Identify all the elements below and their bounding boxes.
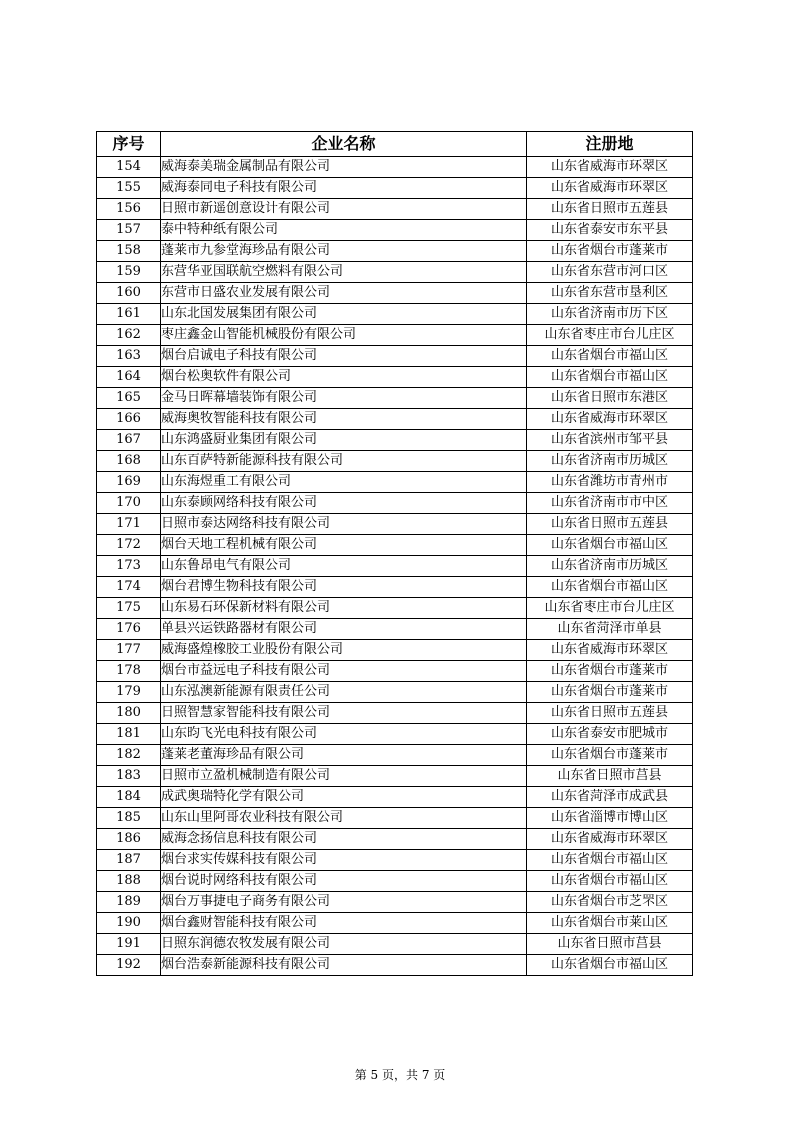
row-company-name: 烟台浩泰新能源科技有限公司 xyxy=(161,955,527,976)
table-row xyxy=(97,472,693,493)
header-registered-location: 注册地 xyxy=(527,132,693,157)
row-registered-location: 山东省烟台市福山区 xyxy=(527,346,693,367)
page-number: 第 5 页，共 7 页 xyxy=(354,1068,446,1082)
row-company-name: 日照市泰达网络科技有限公司 xyxy=(161,514,527,535)
table-row xyxy=(97,871,693,892)
row-seq: 171 xyxy=(97,514,161,535)
table-row xyxy=(97,955,693,976)
row-company-name: 蓬莱市九参堂海珍品有限公司 xyxy=(161,241,527,262)
row-company-name: 山东山里阿哥农业科技有限公司 xyxy=(161,808,527,829)
row-company-name: 泰中特种纸有限公司 xyxy=(161,220,527,241)
row-company-name: 威海盛煌橡胶工业股份有限公司 xyxy=(161,640,527,661)
row-company-name: 日照市新遥创意设计有限公司 xyxy=(161,199,527,220)
row-seq: 180 xyxy=(97,703,161,724)
table-row xyxy=(97,913,693,934)
row-company-name: 山东泓澳新能源有限责任公司 xyxy=(161,682,527,703)
row-company-name: 东营市日盛农业发展有限公司 xyxy=(161,283,527,304)
row-seq: 191 xyxy=(97,934,161,955)
row-registered-location: 山东省枣庄市台儿庄区 xyxy=(527,598,693,619)
table-row xyxy=(97,724,693,745)
row-company-name: 山东鸿盛厨业集团有限公司 xyxy=(161,430,527,451)
row-registered-location: 山东省东营市河口区 xyxy=(527,262,693,283)
row-seq: 187 xyxy=(97,850,161,871)
table-row xyxy=(97,514,693,535)
row-registered-location: 山东省潍坊市青州市 xyxy=(527,472,693,493)
header-seq: 序号 xyxy=(97,132,161,157)
row-company-name: 烟台说时网络科技有限公司 xyxy=(161,871,527,892)
table-row xyxy=(97,367,693,388)
row-registered-location: 山东省烟台市蓬莱市 xyxy=(527,661,693,682)
row-registered-location: 山东省威海市环翠区 xyxy=(527,829,693,850)
table-row xyxy=(97,325,693,346)
row-seq: 166 xyxy=(97,409,161,430)
table-row xyxy=(97,808,693,829)
row-registered-location: 山东省日照市五莲县 xyxy=(527,199,693,220)
table-row xyxy=(97,535,693,556)
row-registered-location: 山东省威海市环翠区 xyxy=(527,640,693,661)
row-company-name: 烟台求实传媒科技有限公司 xyxy=(161,850,527,871)
row-seq: 184 xyxy=(97,787,161,808)
table-row xyxy=(97,430,693,451)
row-company-name: 日照市立盈机械制造有限公司 xyxy=(161,766,527,787)
row-registered-location: 山东省烟台市福山区 xyxy=(527,955,693,976)
table-row xyxy=(97,682,693,703)
row-company-name: 威海奥牧智能科技有限公司 xyxy=(161,409,527,430)
row-company-name: 威海念扬信息科技有限公司 xyxy=(161,829,527,850)
table-row xyxy=(97,304,693,325)
row-company-name: 威海泰同电子科技有限公司 xyxy=(161,178,527,199)
row-registered-location: 山东省烟台市福山区 xyxy=(527,367,693,388)
row-registered-location: 山东省济南市市中区 xyxy=(527,493,693,514)
table-row xyxy=(97,766,693,787)
row-seq: 178 xyxy=(97,661,161,682)
table-row xyxy=(97,388,693,409)
table-row xyxy=(97,892,693,913)
row-registered-location: 山东省烟台市福山区 xyxy=(527,535,693,556)
row-registered-location: 山东省济南市历下区 xyxy=(527,304,693,325)
table-row xyxy=(97,199,693,220)
row-seq: 175 xyxy=(97,598,161,619)
table-row xyxy=(97,262,693,283)
row-seq: 157 xyxy=(97,220,161,241)
row-registered-location: 山东省威海市环翠区 xyxy=(527,178,693,199)
row-company-name: 烟台松奥软件有限公司 xyxy=(161,367,527,388)
table-row xyxy=(97,703,693,724)
table-row xyxy=(97,787,693,808)
row-registered-location: 山东省日照市东港区 xyxy=(527,388,693,409)
row-registered-location: 山东省烟台市莱山区 xyxy=(527,913,693,934)
row-seq: 155 xyxy=(97,178,161,199)
table-row xyxy=(97,934,693,955)
row-company-name: 烟台万事捷电子商务有限公司 xyxy=(161,892,527,913)
row-seq: 182 xyxy=(97,745,161,766)
table-row xyxy=(97,661,693,682)
row-registered-location: 山东省菏泽市单县 xyxy=(527,619,693,640)
row-registered-location: 山东省济南市历城区 xyxy=(527,451,693,472)
row-registered-location: 山东省威海市环翠区 xyxy=(527,409,693,430)
row-seq: 183 xyxy=(97,766,161,787)
row-company-name: 山东泰顾网络科技有限公司 xyxy=(161,493,527,514)
table-row xyxy=(97,157,693,178)
row-seq: 164 xyxy=(97,367,161,388)
row-seq: 173 xyxy=(97,556,161,577)
row-registered-location: 山东省东营市垦利区 xyxy=(527,283,693,304)
table-row xyxy=(97,577,693,598)
row-seq: 154 xyxy=(97,157,161,178)
row-seq: 177 xyxy=(97,640,161,661)
row-registered-location: 山东省济南市历城区 xyxy=(527,556,693,577)
row-seq: 156 xyxy=(97,199,161,220)
row-company-name: 日照智慧家智能科技有限公司 xyxy=(161,703,527,724)
row-registered-location: 山东省滨州市邹平县 xyxy=(527,430,693,451)
table-row xyxy=(97,220,693,241)
row-seq: 159 xyxy=(97,262,161,283)
row-registered-location: 山东省日照市莒县 xyxy=(527,934,693,955)
row-seq: 181 xyxy=(97,724,161,745)
row-company-name: 烟台市益远电子科技有限公司 xyxy=(161,661,527,682)
row-registered-location: 山东省日照市五莲县 xyxy=(527,703,693,724)
row-seq: 174 xyxy=(97,577,161,598)
row-seq: 163 xyxy=(97,346,161,367)
row-company-name: 蓬莱老董海珍品有限公司 xyxy=(161,745,527,766)
row-company-name: 烟台君博生物科技有限公司 xyxy=(161,577,527,598)
row-registered-location: 山东省泰安市肥城市 xyxy=(527,724,693,745)
table-row xyxy=(97,241,693,262)
row-seq: 167 xyxy=(97,430,161,451)
row-registered-location: 山东省烟台市福山区 xyxy=(527,577,693,598)
row-company-name: 烟台天地工程机械有限公司 xyxy=(161,535,527,556)
row-seq: 165 xyxy=(97,388,161,409)
row-company-name: 山东易石环保新材料有限公司 xyxy=(161,598,527,619)
row-company-name: 山东鲁昂电气有限公司 xyxy=(161,556,527,577)
row-registered-location: 山东省日照市莒县 xyxy=(527,766,693,787)
table-row xyxy=(97,640,693,661)
row-company-name: 日照东润德农牧发展有限公司 xyxy=(161,934,527,955)
row-registered-location: 山东省枣庄市台儿庄区 xyxy=(527,325,693,346)
table-row xyxy=(97,850,693,871)
row-registered-location: 山东省烟台市蓬莱市 xyxy=(527,745,693,766)
row-registered-location: 山东省烟台市福山区 xyxy=(527,850,693,871)
row-seq: 172 xyxy=(97,535,161,556)
table-row xyxy=(97,283,693,304)
row-company-name: 山东昀飞光电科技有限公司 xyxy=(161,724,527,745)
row-registered-location: 山东省烟台市芝罘区 xyxy=(527,892,693,913)
row-company-name: 东营华亚国联航空燃料有限公司 xyxy=(161,262,527,283)
row-seq: 160 xyxy=(97,283,161,304)
row-company-name: 山东北国发展集团有限公司 xyxy=(161,304,527,325)
row-seq: 176 xyxy=(97,619,161,640)
row-seq: 170 xyxy=(97,493,161,514)
header-row xyxy=(97,132,693,157)
company-table xyxy=(96,131,693,976)
table-header xyxy=(97,132,693,157)
row-company-name: 金马日晖幕墙装饰有限公司 xyxy=(161,388,527,409)
row-seq: 179 xyxy=(97,682,161,703)
row-company-name: 威海泰美瑞金属制品有限公司 xyxy=(161,157,527,178)
row-registered-location: 山东省淄博市博山区 xyxy=(527,808,693,829)
row-company-name: 单县兴运铁路器材有限公司 xyxy=(161,619,527,640)
table-row xyxy=(97,598,693,619)
row-seq: 168 xyxy=(97,451,161,472)
row-registered-location: 山东省菏泽市成武县 xyxy=(527,787,693,808)
row-registered-location: 山东省烟台市蓬莱市 xyxy=(527,682,693,703)
table-row xyxy=(97,178,693,199)
row-company-name: 烟台鑫财智能科技有限公司 xyxy=(161,913,527,934)
row-company-name: 山东百萨特新能源科技有限公司 xyxy=(161,451,527,472)
row-registered-location: 山东省烟台市福山区 xyxy=(527,871,693,892)
row-registered-location: 山东省泰安市东平县 xyxy=(527,220,693,241)
row-seq: 169 xyxy=(97,472,161,493)
row-seq: 161 xyxy=(97,304,161,325)
row-seq: 185 xyxy=(97,808,161,829)
row-registered-location: 山东省威海市环翠区 xyxy=(527,157,693,178)
row-company-name: 烟台启诚电子科技有限公司 xyxy=(161,346,527,367)
header-company-name: 企业名称 xyxy=(161,132,527,157)
row-seq: 188 xyxy=(97,871,161,892)
row-registered-location: 山东省烟台市蓬莱市 xyxy=(527,241,693,262)
row-registered-location: 山东省日照市五莲县 xyxy=(527,514,693,535)
row-seq: 186 xyxy=(97,829,161,850)
table-row xyxy=(97,493,693,514)
row-company-name: 山东海煜重工有限公司 xyxy=(161,472,527,493)
table-row xyxy=(97,745,693,766)
row-seq: 189 xyxy=(97,892,161,913)
row-seq: 162 xyxy=(97,325,161,346)
table-row xyxy=(97,346,693,367)
table-row xyxy=(97,556,693,577)
row-company-name: 成武奥瑞特化学有限公司 xyxy=(161,787,527,808)
row-seq: 192 xyxy=(97,955,161,976)
table-row xyxy=(97,619,693,640)
table-row xyxy=(97,409,693,430)
table-row xyxy=(97,451,693,472)
table-body xyxy=(97,157,693,976)
table-row xyxy=(97,829,693,850)
row-company-name: 枣庄鑫金山智能机械股份有限公司 xyxy=(161,325,527,346)
row-seq: 158 xyxy=(97,241,161,262)
row-seq: 190 xyxy=(97,913,161,934)
